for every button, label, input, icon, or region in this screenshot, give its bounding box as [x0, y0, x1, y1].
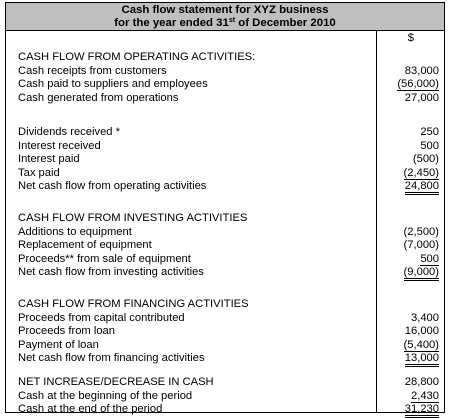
statement-period: [6, 17, 444, 30]
row-amount: [420, 253, 439, 266]
row-label: Payment of loan: [18, 338, 99, 351]
row-label: Additions to equipment: [18, 225, 132, 238]
row-label: Interest paid: [18, 153, 80, 166]
row-amount: [405, 180, 439, 195]
statement-row: [6, 65, 444, 78]
row-amount: [411, 312, 439, 325]
amount-text: 27,000: [404, 91, 439, 104]
statement-row: [6, 253, 444, 266]
row-amount: [420, 126, 439, 139]
row-amount: [405, 376, 439, 389]
statement-row: [6, 140, 444, 153]
row-label: Cash at the end of the period: [18, 403, 163, 416]
section-heading: [6, 212, 444, 225]
row-label: Proceeds from capital contributed: [18, 311, 185, 324]
period-prefix: for the year ended 31: [114, 17, 229, 29]
row-label: Net cash flow from operating activities: [18, 180, 207, 193]
row-amount: [404, 339, 439, 352]
statement-title: Cash flow statement for XYZ business: [121, 4, 329, 16]
period-suffix: of December 2010: [235, 17, 336, 29]
amount-text: 83,000: [404, 64, 439, 77]
row-label: Dividends received *: [18, 126, 120, 138]
cash-flow-statement: [5, 2, 445, 416]
row-label: Interest received: [18, 139, 101, 152]
amount-text: 3,400: [411, 311, 439, 324]
statement-row: [6, 325, 444, 338]
statement-row: [6, 239, 444, 252]
statement-body: [6, 31, 444, 416]
amount-text: 250: [420, 126, 439, 138]
amount-text: 24,800: [405, 181, 439, 195]
amount-text: 2,430: [411, 389, 439, 402]
amount-text: (5,400): [403, 338, 439, 351]
statement-row: [6, 92, 444, 105]
amount-text: (2,450): [403, 166, 439, 179]
currency-header: $: [407, 32, 414, 44]
row-amount: [405, 325, 439, 338]
statement-row: [6, 376, 444, 389]
section-heading: [6, 298, 444, 311]
row-label: NET INCREASE/DECREASE IN CASH: [18, 376, 214, 388]
statement-row: [6, 339, 444, 352]
row-label: Net cash flow from financing activities: [18, 352, 205, 365]
row-amount: [404, 167, 439, 180]
row-amount: [404, 226, 439, 239]
row-label: Tax paid: [18, 166, 60, 179]
row-amount: [405, 65, 439, 78]
statement-row: [6, 78, 444, 91]
statement-row: [6, 180, 444, 193]
row-amount: [413, 153, 439, 166]
amount-text: 16,000: [404, 325, 439, 338]
row-amount: [411, 390, 439, 403]
row-amount: [420, 140, 439, 153]
row-amount: [404, 239, 439, 252]
section-heading: [6, 51, 444, 64]
amount-text: (7,000): [403, 239, 439, 252]
statement-row: [6, 352, 444, 365]
amount-text: (56,000): [397, 78, 439, 91]
amount-text: 500: [420, 139, 439, 152]
statement-row: [6, 403, 444, 416]
section-heading-text: CASH FLOW FROM OPERATING ACTIVITIES:: [18, 51, 256, 63]
row-label: Proceeds from loan: [18, 325, 116, 338]
section-heading-text: CASH FLOW FROM INVESTING ACTIVITIES: [18, 212, 248, 224]
statement-header: [6, 3, 444, 31]
amount-text: (2,500): [403, 225, 439, 238]
period-ordinal-suffix: st: [228, 17, 236, 24]
row-label: Cash at the beginning of the period: [18, 389, 193, 402]
section-heading-text: CASH FLOW FROM FINANCING ACTIVITIES: [18, 298, 249, 310]
amount-text: (9,000): [404, 267, 439, 281]
amount-text: 13,000: [405, 353, 439, 367]
statement-row: [6, 126, 444, 139]
row-label: Cash generated from operations: [18, 91, 179, 104]
row-label: Proceeds** from sale of equipment: [18, 252, 191, 265]
row-amount: [405, 92, 439, 105]
statement-row: [6, 312, 444, 325]
row-label: Cash paid to suppliers and employees: [18, 78, 208, 91]
row-amount: [404, 266, 439, 281]
row-label: Net cash flow from investing activities: [18, 266, 204, 279]
amount-text: (500): [412, 153, 439, 166]
amount-text: 31,230: [405, 404, 439, 418]
row-amount: [397, 78, 439, 91]
amount-text: 500: [420, 252, 439, 265]
row-amount: [405, 352, 439, 367]
statement-row: [6, 226, 444, 239]
statement-row: [6, 390, 444, 403]
row-amount: [405, 403, 439, 418]
row-label: Replacement of equipment: [18, 239, 152, 252]
statement-row: [6, 167, 444, 180]
amount-text: 28,800: [404, 376, 439, 388]
statement-row: [6, 153, 444, 166]
row-label: Cash receipts from customers: [18, 64, 167, 77]
statement-row: [6, 266, 444, 279]
